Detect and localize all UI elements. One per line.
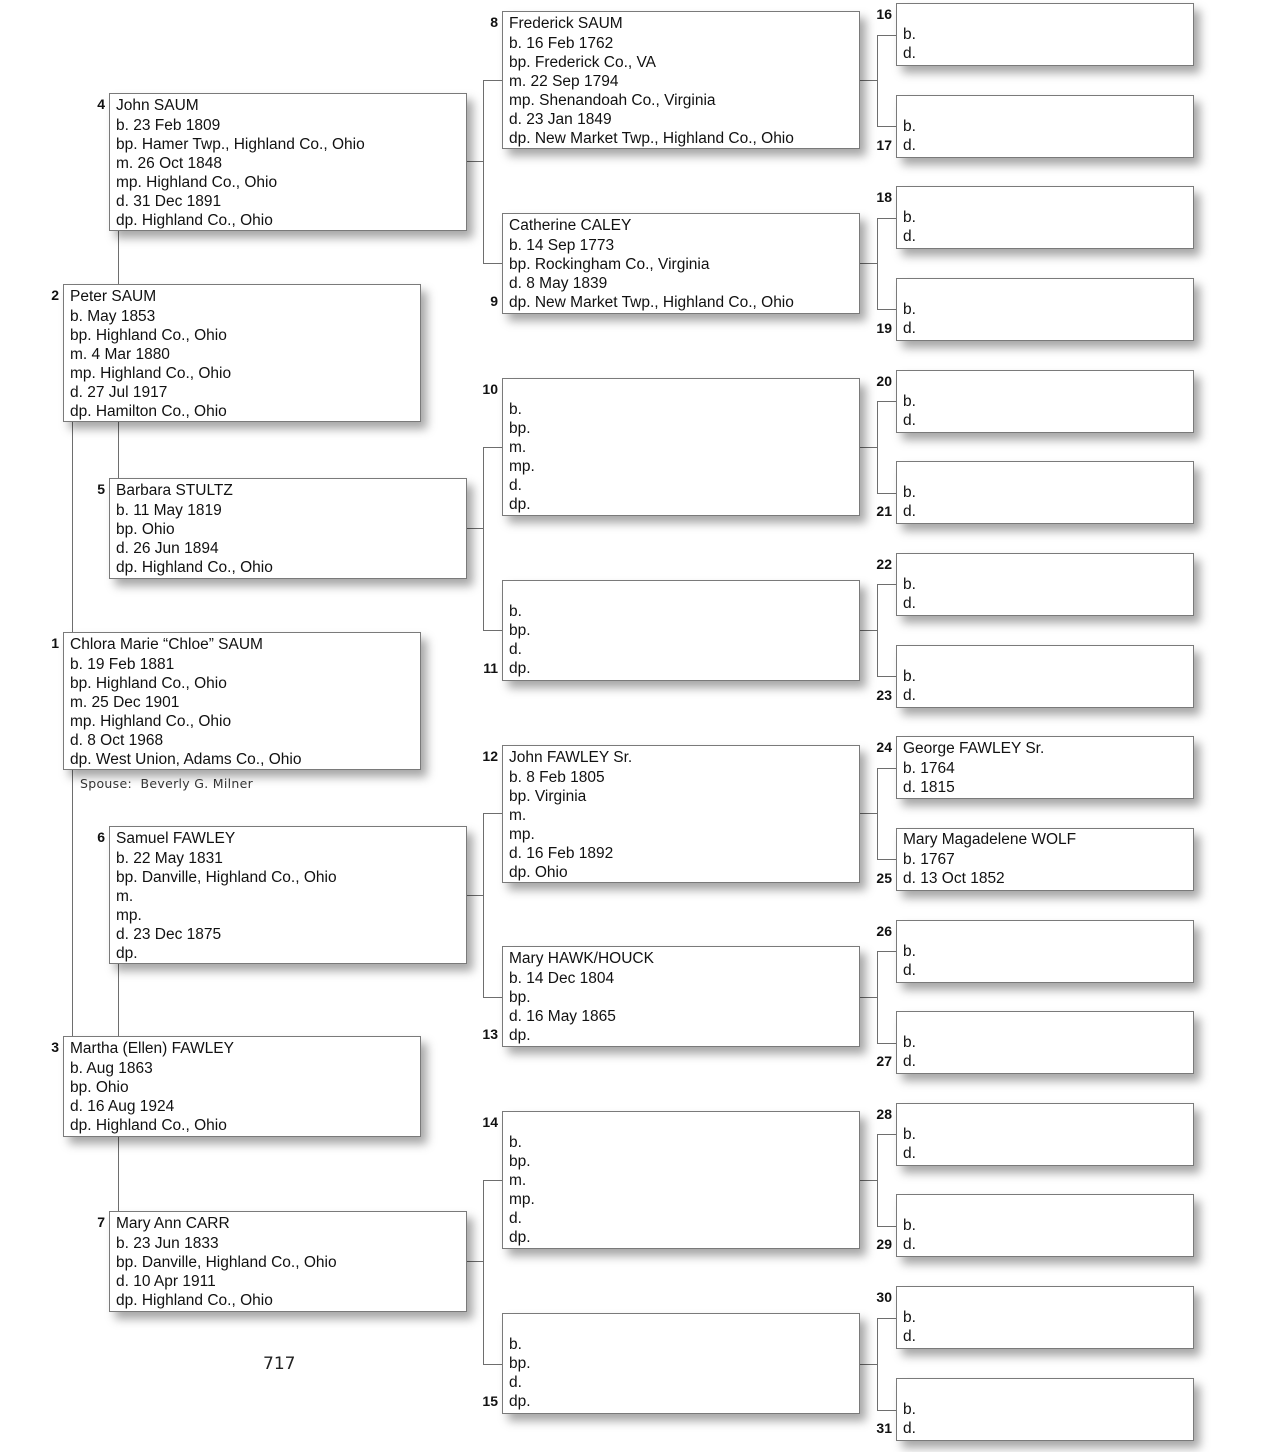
connector-line (860, 813, 877, 814)
connector-line (72, 770, 73, 1036)
connector-line (877, 35, 878, 126)
person-box-11[interactable] (502, 580, 860, 681)
person-detail: b. 8 Feb 1805 (509, 769, 605, 786)
connector-line (860, 263, 877, 264)
person-detail: b. 14 Sep 1773 (509, 237, 615, 254)
person-box-22[interactable] (896, 553, 1194, 616)
person-detail: d. 16 Feb 1892 (509, 845, 614, 862)
person-box-4[interactable] (109, 93, 467, 231)
ahnentafel-number: 24 (876, 739, 892, 755)
connector-line (467, 528, 483, 529)
connector-line (118, 231, 119, 284)
person-detail: d. (903, 595, 916, 612)
person-detail: d. (903, 1053, 916, 1070)
ahnentafel-number: 30 (876, 1289, 892, 1305)
person-detail: mp. (509, 826, 535, 843)
person-name: Peter SAUM (70, 288, 157, 305)
person-box-8[interactable] (502, 11, 860, 149)
person-box-20[interactable] (896, 370, 1194, 433)
person-name: Frederick SAUM (509, 15, 623, 32)
person-detail: mp. (509, 458, 535, 475)
person-name: Martha (Ellen) FAWLEY (70, 1040, 234, 1057)
person-detail: b. 23 Jun 1833 (116, 1235, 219, 1252)
connector-line (877, 951, 896, 952)
person-detail: b. 14 Dec 1804 (509, 970, 615, 987)
person-detail: dp. (116, 945, 138, 962)
person-detail: m. (509, 807, 527, 824)
person-detail: b. 23 Feb 1809 (116, 117, 221, 134)
person-detail: dp. (509, 1027, 531, 1044)
person-box-30[interactable] (896, 1286, 1194, 1349)
person-detail: dp. (509, 1229, 531, 1246)
connector-line (877, 401, 878, 493)
person-box-16[interactable] (896, 3, 1194, 66)
connector-line (877, 218, 896, 219)
person-detail: b. (903, 943, 916, 960)
person-detail: b. (509, 401, 522, 418)
ahnentafel-number: 4 (97, 96, 105, 112)
person-detail: dp. Highland Co., Ohio (70, 1117, 227, 1134)
connector-line (483, 813, 484, 997)
ahnentafel-number: 20 (876, 373, 892, 389)
connector-line (877, 859, 896, 860)
person-detail: d. (903, 1145, 916, 1162)
person-name: Catherine CALEY (509, 217, 632, 234)
ahnentafel-number: 11 (483, 660, 498, 676)
person-box-3[interactable] (63, 1036, 421, 1137)
connector-line (877, 584, 896, 585)
connector-line (483, 1180, 484, 1364)
person-detail: m. (116, 888, 134, 905)
connector-line (467, 161, 483, 162)
person-detail: d. 8 Oct 1968 (70, 732, 164, 749)
connector-line (483, 263, 502, 264)
ahnentafel-number: 21 (876, 503, 892, 519)
connector-line (877, 1226, 896, 1227)
person-detail: m. 4 Mar 1880 (70, 346, 170, 363)
person-detail: d. (509, 477, 522, 494)
person-detail: bp. Ohio (70, 1079, 129, 1096)
connector-line (877, 1318, 878, 1410)
person-detail: d. (903, 1420, 916, 1437)
ahnentafel-number: 17 (876, 137, 892, 153)
person-box-13[interactable] (502, 946, 860, 1047)
person-detail: dp. West Union, Adams Co., Ohio (70, 751, 302, 768)
connector-line (483, 447, 502, 448)
person-name: John SAUM (116, 97, 199, 114)
connector-line (877, 584, 878, 676)
page-number: 717 (263, 1354, 296, 1374)
connector-line (118, 1137, 119, 1211)
person-detail: d. (903, 503, 916, 520)
person-detail: b. 1767 (903, 851, 955, 868)
person-box-24[interactable] (896, 736, 1194, 799)
person-detail: mp. Highland Co., Ohio (70, 365, 232, 382)
person-detail: d. 26 Jun 1894 (116, 540, 219, 557)
person-detail: b. 16 Feb 1762 (509, 35, 614, 52)
person-name: George FAWLEY Sr. (903, 740, 1045, 757)
connector-line (72, 422, 73, 632)
person-detail: b. (903, 1217, 916, 1234)
person-detail: b. (903, 1034, 916, 1051)
connector-line (483, 447, 484, 630)
person-detail: bp. Danville, Highland Co., Ohio (116, 1254, 337, 1271)
person-detail: dp. (509, 496, 531, 513)
ahnentafel-number: 23 (876, 687, 892, 703)
person-detail: b. (903, 668, 916, 685)
person-detail: bp. Danville, Highland Co., Ohio (116, 869, 337, 886)
connector-line (483, 1180, 502, 1181)
connector-line (877, 1134, 896, 1135)
connector-line (877, 951, 878, 1043)
person-detail: bp. Ohio (116, 521, 175, 538)
connector-line (860, 80, 877, 81)
person-detail: d. 27 Jul 1917 (70, 384, 168, 401)
person-box-1[interactable] (63, 632, 421, 770)
person-box-2[interactable] (63, 284, 421, 422)
person-detail: dp. Highland Co., Ohio (116, 559, 273, 576)
person-detail: bp. Frederick Co., VA (509, 54, 657, 71)
connector-line (483, 630, 502, 631)
person-detail: d. (903, 137, 916, 154)
connector-line (877, 126, 896, 127)
person-detail: d. 31 Dec 1891 (116, 193, 222, 210)
person-detail: dp. (509, 660, 531, 677)
connector-line (877, 768, 896, 769)
person-detail: b. (903, 209, 916, 226)
connector-line (877, 1043, 896, 1044)
person-name: Samuel FAWLEY (116, 830, 236, 847)
person-box-12[interactable] (502, 745, 860, 883)
person-detail: mp. Shenandoah Co., Virginia (509, 92, 716, 109)
connector-line (877, 218, 878, 309)
person-detail: b. (903, 1126, 916, 1143)
person-detail: d. 23 Dec 1875 (116, 926, 222, 943)
ahnentafel-number: 15 (482, 1393, 498, 1409)
person-box-27[interactable] (896, 1011, 1194, 1074)
ahnentafel-number: 29 (876, 1236, 892, 1252)
person-box-31[interactable] (896, 1378, 1194, 1441)
person-detail: b. (903, 301, 916, 318)
person-detail: mp. Highland Co., Ohio (116, 174, 278, 191)
connector-line (877, 1318, 896, 1319)
person-detail: d. (903, 687, 916, 704)
person-name: Mary HAWK/HOUCK (509, 950, 654, 967)
person-detail: b. 11 May 1819 (116, 502, 222, 519)
person-detail: bp. Highland Co., Ohio (70, 675, 227, 692)
person-detail: d. (903, 1328, 916, 1345)
person-name: John FAWLEY Sr. (509, 749, 633, 766)
person-detail: bp. (509, 622, 531, 639)
connector-line (860, 1364, 877, 1365)
connector-line (860, 997, 877, 998)
person-detail: m. (509, 1172, 527, 1189)
person-detail: d. 23 Jan 1849 (509, 111, 612, 128)
ahnentafel-number: 22 (876, 556, 892, 572)
person-detail: d. (903, 228, 916, 245)
person-box-21[interactable] (896, 461, 1194, 524)
connector-line (483, 80, 484, 263)
person-detail: mp. (116, 907, 142, 924)
spouse-note (80, 776, 253, 791)
person-box-7[interactable] (109, 1211, 467, 1312)
person-detail: mp. (509, 1191, 535, 1208)
person-detail: dp. Ohio (509, 864, 568, 881)
person-detail: dp. Hamilton Co., Ohio (70, 403, 227, 420)
person-detail: b. (903, 26, 916, 43)
person-detail: m. 26 Oct 1848 (116, 155, 222, 172)
person-detail: bp. (509, 1355, 531, 1372)
person-detail: bp. Hamer Twp., Highland Co., Ohio (116, 136, 365, 153)
connector-line (860, 630, 877, 631)
ahnentafel-number: 18 (876, 189, 892, 205)
person-detail: b. 1764 (903, 760, 955, 777)
connector-line (118, 422, 119, 478)
person-box-29[interactable] (896, 1194, 1194, 1257)
person-box-10[interactable] (502, 378, 860, 516)
person-box-25[interactable] (896, 828, 1194, 891)
person-box-15[interactable] (502, 1313, 860, 1414)
ahnentafel-number: 10 (482, 381, 498, 397)
ahnentafel-number: 25 (876, 870, 892, 886)
person-detail: d. (903, 320, 916, 337)
ahnentafel-number: 13 (482, 1026, 498, 1042)
person-detail: bp. (509, 989, 531, 1006)
person-detail: bp. (509, 420, 531, 437)
person-detail: dp. Highland Co., Ohio (116, 1292, 273, 1309)
person-detail: d. (903, 412, 916, 429)
person-detail: bp. Highland Co., Ohio (70, 327, 227, 344)
spouse-label: Spouse: (80, 776, 132, 791)
person-box-17[interactable] (896, 95, 1194, 158)
person-detail: b. 19 Feb 1881 (70, 656, 175, 673)
connector-line (877, 768, 878, 859)
connector-line (877, 309, 896, 310)
ahnentafel-number: 3 (51, 1039, 59, 1055)
ahnentafel-number: 16 (876, 6, 892, 22)
person-detail: d. 13 Oct 1852 (903, 870, 1005, 887)
person-detail: b. (903, 1401, 916, 1418)
person-detail: mp. Highland Co., Ohio (70, 713, 232, 730)
spouse-name: Beverly G. Milner (140, 776, 254, 791)
ahnentafel-number: 12 (482, 748, 498, 764)
person-detail: d. (903, 1236, 916, 1253)
person-detail: bp. (509, 1153, 531, 1170)
person-detail: b. May 1853 (70, 308, 156, 325)
person-detail: d. (509, 641, 522, 658)
connector-line (467, 1261, 483, 1262)
ahnentafel-number: 1 (51, 635, 59, 651)
ahnentafel-number: 28 (876, 1106, 892, 1122)
person-detail: m. 25 Dec 1901 (70, 694, 180, 711)
person-box-19[interactable] (896, 278, 1194, 341)
person-detail: d. (903, 45, 916, 62)
person-detail: d. (509, 1210, 522, 1227)
ahnentafel-number: 9 (490, 293, 498, 309)
connector-line (467, 895, 483, 896)
connector-line (877, 1410, 896, 1411)
person-detail: b. (903, 118, 916, 135)
person-detail: bp. Virginia (509, 788, 587, 805)
connector-line (877, 493, 896, 494)
person-detail: d. 16 May 1865 (509, 1008, 616, 1025)
person-box-23[interactable] (896, 645, 1194, 708)
person-name: Mary Magadelene WOLF (903, 831, 1077, 848)
person-detail: m. (509, 439, 527, 456)
connector-line (877, 1134, 878, 1226)
ahnentafel-number: 14 (482, 1114, 498, 1130)
connector-line (860, 447, 877, 448)
connector-line (860, 1180, 877, 1181)
connector-line (877, 401, 896, 402)
connector-line (118, 964, 119, 1036)
ahnentafel-number: 7 (97, 1214, 105, 1230)
person-detail: bp. Rockingham Co., Virginia (509, 256, 710, 273)
person-box-18[interactable] (896, 186, 1194, 249)
person-box-26[interactable] (896, 920, 1194, 983)
person-detail: d. 10 Apr 1911 (116, 1273, 216, 1290)
connector-line (483, 1364, 502, 1365)
ahnentafel-number: 5 (97, 481, 105, 497)
ahnentafel-number: 2 (51, 287, 59, 303)
person-detail: b. (509, 603, 522, 620)
person-detail: d. 16 Aug 1924 (70, 1098, 175, 1115)
person-detail: d. 8 May 1839 (509, 275, 608, 292)
person-detail: b. 22 May 1831 (116, 850, 223, 867)
person-name: Mary Ann CARR (116, 1215, 230, 1232)
person-detail: m. 22 Sep 1794 (509, 73, 619, 90)
ahnentafel-number: 8 (490, 14, 498, 30)
ahnentafel-number: 31 (876, 1420, 892, 1436)
person-detail: b. (903, 576, 916, 593)
person-detail: dp. New Market Twp., Highland Co., Ohio (509, 294, 794, 311)
person-detail: dp. New Market Twp., Highland Co., Ohio (509, 130, 794, 147)
connector-line (877, 676, 896, 677)
ahnentafel-number: 27 (876, 1053, 892, 1069)
connector-line (877, 35, 896, 36)
person-name: Chlora Marie “Chloe” SAUM (70, 636, 263, 653)
person-detail: b. Aug 1863 (70, 1060, 153, 1077)
connector-line (483, 813, 502, 814)
ahnentafel-number: 6 (97, 829, 105, 845)
person-detail: d. (509, 1374, 522, 1391)
person-detail: d. 1815 (903, 779, 955, 796)
person-detail: dp. Highland Co., Ohio (116, 212, 273, 229)
person-box-28[interactable] (896, 1103, 1194, 1166)
person-detail: dp. (509, 1393, 531, 1410)
ahnentafel-number: 26 (876, 923, 892, 939)
person-detail: b. (903, 1309, 916, 1326)
person-detail: b. (509, 1336, 522, 1353)
person-detail: d. (903, 962, 916, 979)
person-name: Barbara STULTZ (116, 482, 233, 499)
person-detail: b. (509, 1134, 522, 1151)
person-box-9[interactable] (502, 213, 860, 314)
person-detail: b. (903, 393, 916, 410)
connector-line (483, 80, 502, 81)
person-box-5[interactable] (109, 478, 467, 579)
connector-line (483, 997, 502, 998)
person-detail: b. (903, 484, 916, 501)
person-box-6[interactable] (109, 826, 467, 964)
ahnentafel-number: 19 (876, 320, 892, 336)
person-box-14[interactable] (502, 1111, 860, 1249)
